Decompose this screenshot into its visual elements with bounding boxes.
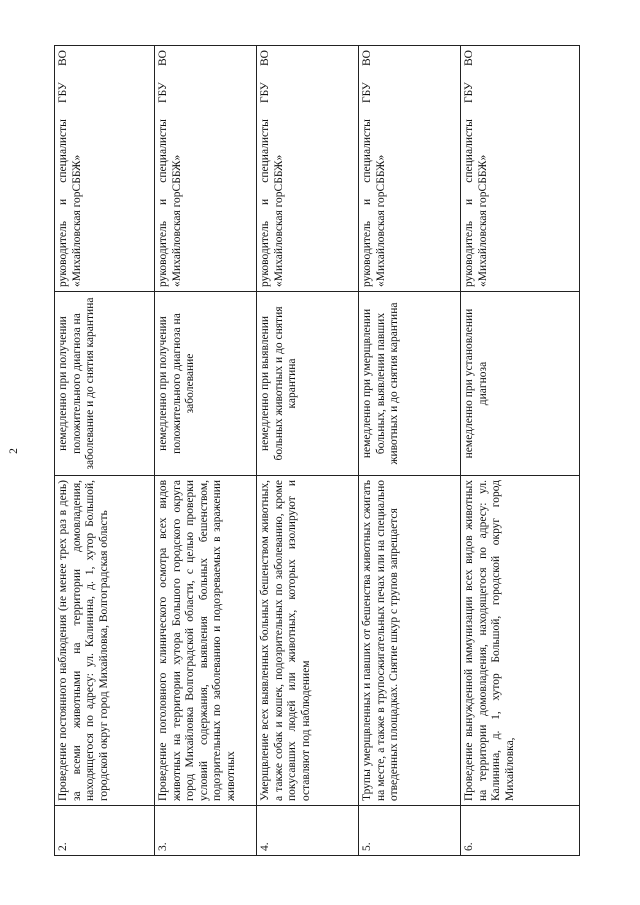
table-row bbox=[55, 46, 155, 856]
table-row bbox=[155, 46, 257, 856]
table-row bbox=[461, 46, 580, 856]
term-text: немедленно при получении положительного диагноза на заболевание bbox=[155, 292, 257, 476]
measure-text: Трупы умерщвленных и павших от бешенства животных сжигать на месте, а также в трупосжигательных печах или на специально отведенных площадках. Снятие шкур с трупов запрещается bbox=[359, 476, 461, 806]
responsible-text: руководитель и специалисты ГБУ ВО «Михайловская горСББЖ» bbox=[461, 46, 580, 292]
table-row bbox=[359, 46, 461, 856]
term-text: немедленно при установлении диагноза bbox=[461, 292, 580, 476]
responsible-text: руководитель и специалисты ГБУ ВО «Михайловская горСББЖ» bbox=[359, 46, 461, 292]
rotated-landscape-content bbox=[8, 46, 580, 856]
row-number: 2. bbox=[55, 806, 155, 856]
measure-text: Проведение постоянного наблюдения (не менее трех раз в день) за всеми животными на территории домовладения, находящегося по адресу: ул. Калинина, д. 1, хутор Большой, городской округ город Михайловка, Волгоградская область bbox=[55, 476, 155, 806]
measure-text: Проведение вынужденной иммунизации всех видов животных на территории домовладения, находящегося по адресу: ул. Калинина, д. 1, хутор Большой, городской округ город Михайловка, bbox=[461, 476, 580, 806]
term-text: немедленно при умерщвлении больных, выявлении павших животных и до снятия карантина bbox=[359, 292, 461, 476]
measure-text: Умерщвление всех выявленных больных бешенством животных, а также собак и кошек, подозрительных по заболеванию, кроме покусавших людей или животных, которых изолируют и оставляют под наблюдением bbox=[257, 476, 359, 806]
measure-text: Проведение поголовного клинического осмотра всех видов животных на территории хутора Большого городского округа город Михайловка Волгоградской области, с целью проверки условий содержания, выявления больных бешенством, подозрительных по заболеванию и подозреваемых в заражении животных bbox=[155, 476, 257, 806]
row-number: 4. bbox=[257, 806, 359, 856]
row-number: 6. bbox=[461, 806, 580, 856]
table-row bbox=[257, 46, 359, 856]
responsible-text: руководитель и специалисты ГБУ ВО «Михайловская горСББЖ» bbox=[55, 46, 155, 292]
measures-table bbox=[54, 45, 580, 856]
page-number: 2 bbox=[8, 448, 20, 454]
row-number: 3. bbox=[155, 806, 257, 856]
term-text: немедленно при выявлении больных животных и до снятия карантина bbox=[257, 292, 359, 476]
responsible-text: руководитель и специалисты ГБУ ВО «Михайловская горСББЖ» bbox=[155, 46, 257, 292]
term-text: немедленно при получении положительного диагноза на заболевание и до снятия карантина bbox=[55, 292, 155, 476]
row-number: 5. bbox=[359, 806, 461, 856]
responsible-text: руководитель и специалисты ГБУ ВО «Михайловская горСББЖ» bbox=[257, 46, 359, 292]
